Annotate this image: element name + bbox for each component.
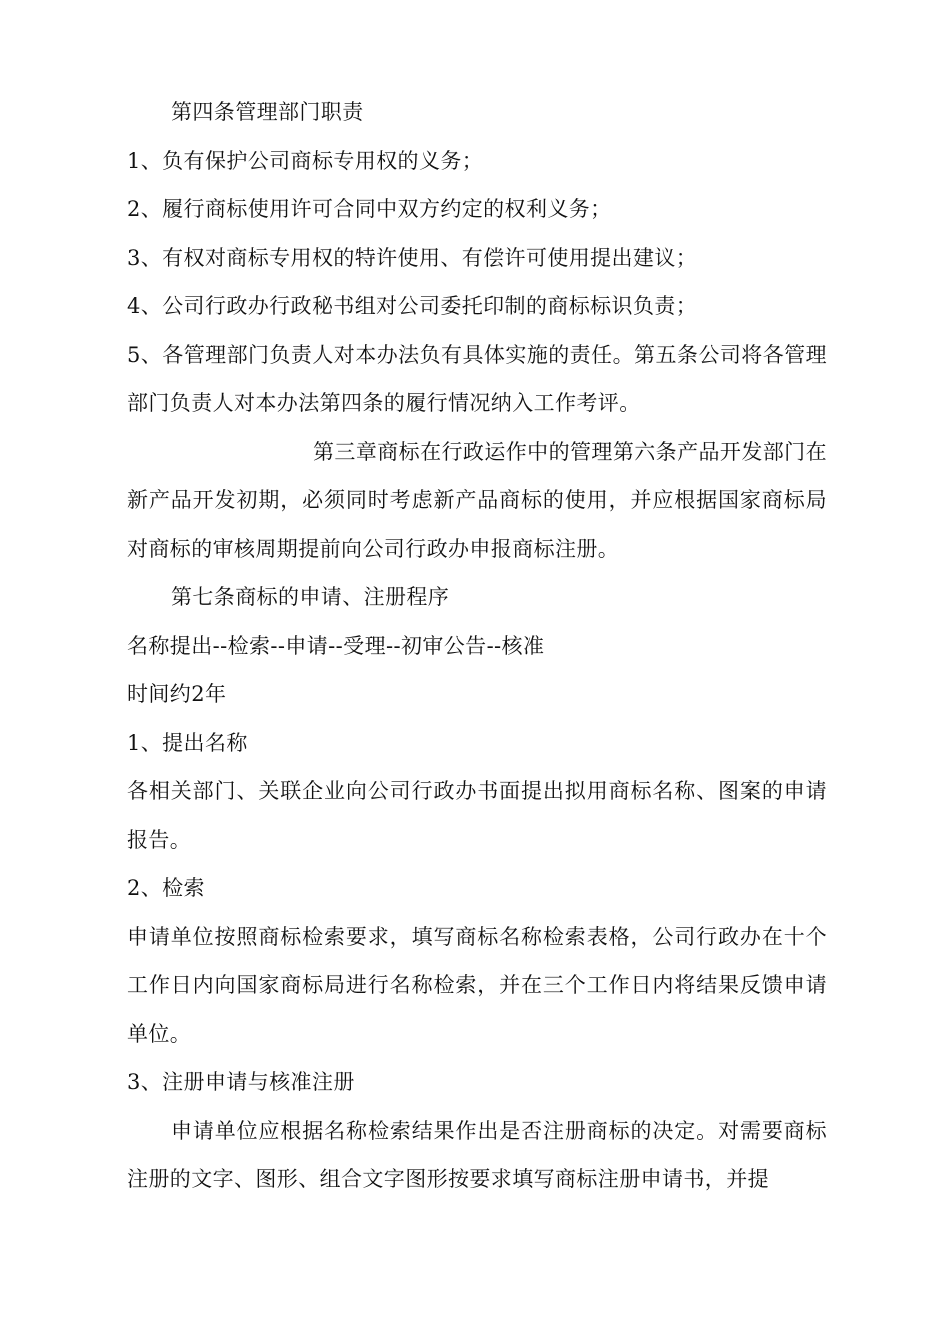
article-heading: 第七条商标的申请、注册程序 (171, 585, 450, 609)
step-heading: 2、检索 (127, 876, 205, 900)
duration-text: 时间约2年 (127, 682, 227, 706)
list-item: 1、负有保护公司商标专用权的义务； (127, 148, 484, 173)
list-item: 3、有权对商标专用权的特许使用、有偿许可使用提出建议； (127, 245, 698, 270)
step-heading: 3、注册申请与核准注册 (127, 1070, 355, 1094)
list-item: 2、履行商标使用许可合同中双方约定的权利义务； (127, 197, 612, 221)
document-body (127, 88, 827, 1204)
body-paragraph: 各相关部门、关联企业向公司行政办书面提出拟用商标名称、图案的申请报告。 (127, 779, 827, 852)
list-item: 5、各管理部门负责人对本办法负有具体实施的责任。第五条公司将各管理部门负责人对本办法第四条的履行情况纳入工作考评。 (127, 342, 827, 415)
step-heading: 1、提出名称 (127, 730, 248, 755)
chapter-paragraph: 第三章商标在行政运作中的管理第六条产品开发部门在新产品开发初期，必须同时考虑新产品商标的使用，并应根据国家商标局对商标的审核周期提前向公司行政办申报商标注册。 (127, 439, 827, 561)
body-paragraph: 申请单位按照商标检索要求，填写商标名称检索表格，公司行政办在十个工作日内向国家商标局进行名称检索，并在三个工作日内将结果反馈申请单位。 (127, 924, 827, 1046)
body-paragraph: 申请单位应根据名称检索结果作出是否注册商标的决定。对需要商标注册的文字、图形、组合文字图形按要求填写商标注册申请书，并提 (127, 1118, 827, 1191)
list-item: 4、公司行政办行政秘书组对公司委托印制的商标标识负责； (127, 294, 698, 318)
procedure-flow: 名称提出--检索--申请--受理--初审公告--核准 (127, 633, 545, 658)
article-heading: 第四条管理部门职责 (171, 100, 364, 124)
